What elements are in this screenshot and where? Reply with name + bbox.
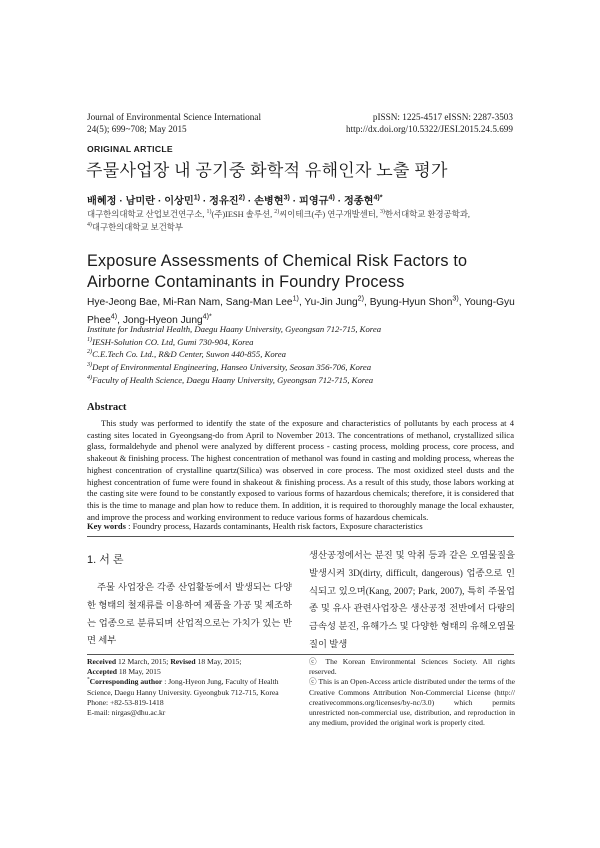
authors-korean: 배혜정 · 남미란 · 이상민$^{1)}$ · 정유진$^{2)}$ · 손병현$^{3)}$ · 피영규$^{4)}$ · 정종현$^{4)*}$: [87, 193, 383, 207]
title-english: Exposure Assessments of Chemical Risk Factors to Airborne Contaminants in Foundry Process: [87, 252, 468, 291]
affiliation: $^{3)}$Dept of Environmental Engineering, Hanseo University, Seosan 356-706, Korea: [87, 362, 372, 373]
affiliation: $^{1)}$IESH-Solution CO. Ltd, Gumi 730-904, Korea: [87, 336, 254, 347]
author-en: Hye-Jeong Bae: [87, 297, 158, 308]
affiliation: $^{4)}$Faculty of Health Science, Daegu Haany University, Gyeongsan 712-715, Korea: [87, 374, 374, 385]
title-korean: 주물사업장 내 공기중 화학적 유해인자 노출 평가: [86, 161, 448, 180]
footer-divider: [87, 654, 514, 655]
footer-license: [309, 657, 515, 728]
affiliations-korean: 대구한의대학교 산업보건연구소, $^{1)}$(주)IESH 솔루션, $^{2)}$씨이테크(주) 연구개발센터, $^{3)}$한서대학교 환경공학과, $^{4)}$대구한의대학교 보건학부: [87, 209, 471, 232]
volume-info: 24(5); 699~708; May 2015: [87, 124, 187, 134]
affiliation: Institute for Industrial Health, Daegu Haany University, Gyeongsan 712-715, Korea: [87, 324, 382, 334]
journal-citation: [87, 111, 261, 135]
author-ko: 피영규$^{4)}$: [299, 193, 335, 207]
abstract-body: This study was performed to identify the state of the exposure and characteristics of pollutants by each process at 4 casting sites located in Gyeongsang-do from April to November 2013. The concentrations of methanol, crystallized silica glass, formaldehyde and phenol were analyzed by different process - casting process, molding process, core process, and shakeout & finishing process. The highest concentration of methanol was found in casting and molding process, whereas the highest concentration of crystalline quartz(Silica) was observed in core process. The most oxidized steel dusts and the highest concentration of fume were found in shakeout & finishing process. As a result of this study, those labors working at the casting site were found to be constantly exposed to various forms of hazardous chemicals; therefore, it is considered that this is the time to manage and plan how to reduce them. In addition, it is required to thoroughly manage the local exhauster, and improve the process and working environment to reduce various forms of hazardous chemicals.: [87, 418, 514, 522]
authors-english: Hye-Jeong Bae, Mi-Ran Nam, Sang-Man Lee$^{1)}$, Yu-Jin Jung$^{2)}$, Byung-Hyun Shon$^{3)}$, Young-Gyu Phee$^{4)}$, Jong-Hyeon Jung$^{4)*}$: [87, 294, 515, 326]
corresponding-author: *Corresponding author : Jong-Hyeon Jung, Faculty of Health Science, Daegu Hanny University. Gyeongbuk 712-715, Korea: [87, 676, 279, 697]
phone: Phone: +82-53-819-1418: [87, 697, 164, 707]
author-ko: 정종현$^{4)*}$: [343, 193, 383, 207]
article-type: ORIGINAL ARTICLE: [87, 144, 173, 154]
author-en: Yu-Jin Jung$^{2)}$: [304, 294, 365, 308]
affiliations-english: [87, 323, 527, 387]
author-en: Mi-Ran Nam: [162, 297, 221, 308]
email-link[interactable]: E-mail: nirgas@dhu.ac.kr: [87, 708, 166, 718]
author-ko: 남미란: [125, 196, 156, 207]
author-ko: 손병현$^{3)}$: [254, 193, 290, 207]
license-text: ⓒ This is an Open-Access article distributed under the terms of the Creative Commons Attribution Non-Commercial License (http:// creativecommons.org/licenses/by-nc/3.0) which permits unrestricted non-commercial use, distribution, and reproduction in any medium, provided the original work is properly cited.: [309, 677, 515, 728]
author-en: Jong-Hyeon Jung$^{4)*}$: [122, 312, 212, 326]
keywords-label: Key words: [87, 521, 126, 531]
affiliation: $^{2)}$C.E.Tech Co. Ltd., R&D Center, Suwon 440-855, Korea: [87, 349, 286, 360]
received-revised: Received 12 March, 2015; Revised 18 May, 2015;: [87, 657, 242, 666]
author-ko: 배혜정: [87, 196, 117, 207]
author-ko: 정유진$^{2)}$: [209, 193, 245, 207]
accepted: Accepted 18 May, 2015: [87, 667, 161, 677]
author-en: Young-Gyu Phee$^{4)}$: [87, 297, 515, 326]
author-en: Sang-Man Lee$^{1)}$: [225, 294, 299, 308]
journal-name: Journal of Environmental Science International: [87, 112, 261, 122]
copyright: ⓒ The Korean Environmental Sciences Society. All rights reserved.: [309, 657, 515, 677]
abstract-heading: Abstract: [87, 402, 127, 413]
intro-column-left: 주물 사업장은 각종 산업활동에서 발생되는 다양한 형태의 철재류를 이용하여 제품을 가공 및 제조하는 업종으로 분류되며 산업적으로는 가치가 있는 반면 세부: [87, 583, 292, 647]
journal-identifiers: [346, 111, 513, 135]
intro-column-right: 생산공정에서는 분진 및 악취 등과 같은 오염물질을 발생시켜 3D(dirty, difficult, dangerous) 업종으로 인식되고 있으며(Kang, 2007; Park, 2007), 특히 주물업종 및 유사 관련사업장은 생산공정 전반에서 다량의 금속성 분진, 유해가스 및 다양한 형태의 유해오염물질이 발생: [309, 551, 515, 650]
author-en: Byung-Hyun Shon$^{3)}$: [369, 294, 459, 308]
keywords-text: : Foundry process, Hazards contaminants, Health risk factors, Exposure characteristics: [125, 521, 423, 531]
section-divider: [87, 536, 514, 537]
footer-dates-correspondence: [87, 657, 297, 718]
issn: pISSN: 1225-4517 eISSN: 2287-3503: [372, 112, 513, 122]
section-heading-introduction: 1. 서 론: [87, 554, 124, 566]
author-ko: 이상민$^{1)}$: [164, 193, 201, 207]
doi-link[interactable]: http://dx.doi.org/10.5322/JESI.2015.24.5.699: [346, 124, 513, 134]
keywords: [87, 521, 514, 532]
